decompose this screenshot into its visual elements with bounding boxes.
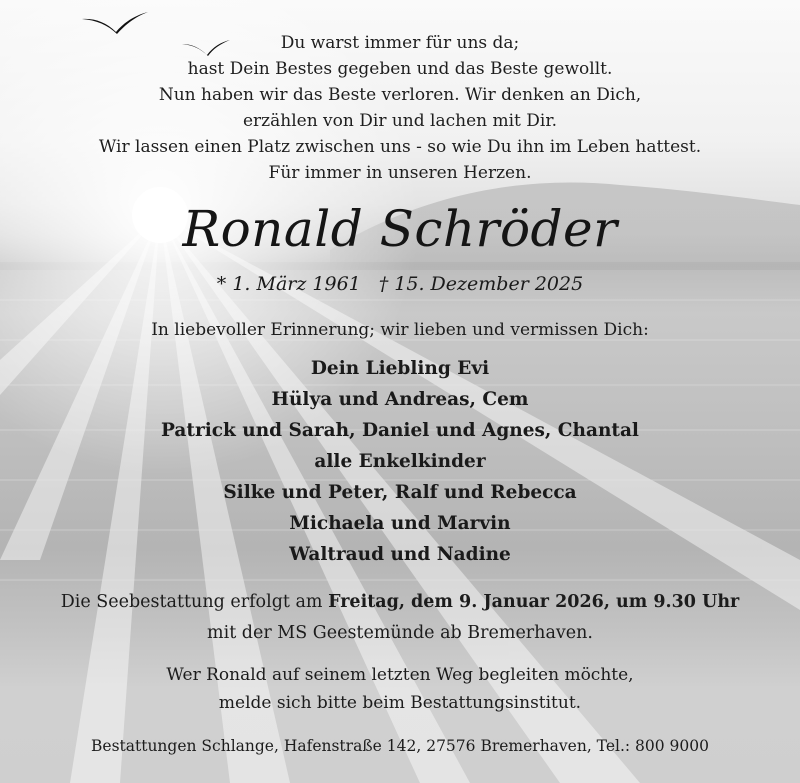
burial-date: Freitag, dem 9. Januar 2026, um 9.30 Uhr bbox=[328, 592, 740, 612]
mourner-line: Silke und Peter, Ralf und Rebecca bbox=[223, 482, 577, 503]
poem-line: Nun haben wir das Beste verloren. Wir denken an Dich, bbox=[158, 85, 642, 105]
follow-note: Wer Ronald auf seinem letzten Weg begleiten möchte, bbox=[166, 665, 634, 685]
poem-line: Du warst immer für uns da; bbox=[280, 33, 520, 53]
funeral-home-contact: Bestattungen Schlange, Hafenstraße 142, 27576 Bremerhaven, Tel.: 800 9000 bbox=[91, 737, 709, 755]
mourner-line: Hülya und Andreas, Cem bbox=[271, 389, 529, 410]
burial-place: mit der MS Geestemünde ab Bremerhaven. bbox=[207, 623, 593, 643]
deceased-name: Ronald Schröder bbox=[182, 200, 618, 258]
mourner-line: alle Enkelkinder bbox=[314, 451, 486, 472]
poem-line: Wir lassen einen Platz zwischen uns - so wie Du ihn im Leben hattest. bbox=[98, 137, 702, 157]
mourner-line: Dein Liebling Evi bbox=[310, 358, 490, 379]
burial-prefix: Die Seebestattung erfolgt am bbox=[60, 592, 329, 612]
death-date: † 15. Dezember 2025 bbox=[378, 273, 584, 295]
burial-announcement bbox=[0, 592, 800, 612]
birth-date: * 1. März 1961 bbox=[216, 273, 361, 295]
life-dates bbox=[0, 273, 800, 295]
follow-note: melde sich bitte beim Bestattungsinstitut. bbox=[218, 693, 582, 713]
poem-line: hast Dein Bestes gegeben und das Beste gewollt. bbox=[187, 59, 613, 79]
poem-line: erzählen von Dir und lachen mit Dir. bbox=[242, 111, 558, 131]
remembrance-intro: In liebevoller Erinnerung; wir lieben und vermissen Dich: bbox=[151, 320, 649, 340]
mourner-line: Waltraud und Nadine bbox=[289, 544, 511, 565]
mourner-line: Patrick und Sarah, Daniel und Agnes, Chantal bbox=[161, 420, 639, 441]
poem-line: Für immer in unseren Herzen. bbox=[268, 163, 532, 183]
mourner-line: Michaela und Marvin bbox=[289, 513, 511, 534]
